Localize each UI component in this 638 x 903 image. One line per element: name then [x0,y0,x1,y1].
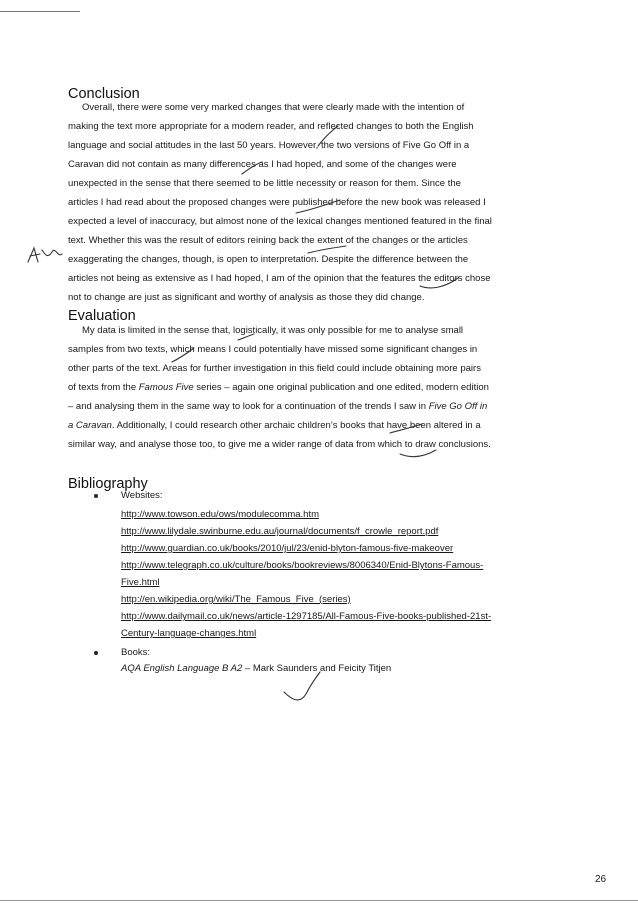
books-label: Books: [121,647,151,658]
evaluation-line: – and analysing them in the same way to look for a continuation of the trends I saw in Five Go Off in [68,401,488,412]
evaluation-heading: Evaluation [68,308,136,324]
conclusion-line: language and social attitudes in the last 50 years. However, the two versions of Five Go Off in a [68,140,470,151]
website-link[interactable]: http://www.dailymail.co.uk/news/article-1297185/All-Famous-Five-books-published-21st- [121,611,492,622]
bottom-rule [0,900,638,901]
bibliography-heading: Bibliography [68,476,148,492]
website-link[interactable]: http://www.lilydale.swinburne.edu.au/journal/documents/f_crowle_report.pdf [121,526,439,537]
website-link[interactable]: Five.html [121,577,160,588]
correction-mark [296,200,340,213]
evaluation-line: other parts of the text. Areas for further investigation in this field could include obtaining more pairs [68,363,481,374]
conclusion-line: not to change are just as significant and worthy of analysis as those they did change. [68,292,425,303]
evaluation-line: a Caravan. Additionally, I could research other archaic children’s books that have been altered in a [68,420,481,431]
correction-mark [238,334,254,340]
conclusion-line: text. Whether this was the result of editors reining back the extent of the changes or the articles [68,235,468,246]
website-link[interactable]: http://en.wikipedia.org/wiki/The_Famous_Five_(series) [121,594,351,605]
conclusion-line: expected a level of inaccuracy, but almost none of the lexical changes mentioned featured in the final [68,216,492,227]
book-title: AQA English Language B A2 [121,663,243,674]
evaluation-line: samples from two texts, which means I could potentially have missed some significant changes in [68,344,478,355]
evaluation-line: of texts from the Famous Five series – again one original publication and one edited, modern edition [68,382,489,393]
evaluation-line: similar way, and analyse those too, to give me a wider range of data from which to draw conclusions. [68,439,491,450]
conclusion-line: unexpected in the sense that there seemed to be little necessity or reason for them. Since the [68,178,461,189]
correction-mark [390,424,422,433]
conclusion-line: Caravan did not contain as many differences as I had hoped, and some of the changes were [68,159,457,170]
website-link[interactable]: http://www.telegraph.co.uk/culture/books/bookreviews/8006340/Enid-Blytons-Famous- [121,560,484,571]
tick-mark [400,450,436,457]
correction-mark [242,162,262,174]
conclusion-line: Overall, there were some very marked changes that were clearly made with the intention of [82,102,465,113]
conclusion-line: exaggerating the changes, though, is open to interpretation. Despite the difference between the [68,254,469,265]
book-authors: – Mark Saunders and Feicity Titjen [242,663,392,674]
website-link[interactable]: http://www.guardian.co.uk/books/2010/jul/23/enid-blyton-famous-five-makeover [121,543,454,554]
correction-mark [308,246,346,253]
conclusion-heading: Conclusion [68,86,140,102]
margin-annotation-mark [42,250,62,256]
page-number: 26 [595,874,607,885]
conclusion-line: making the text more appropriate for a modern reader, and reflected changes to both the English [68,121,474,132]
conclusion-line: articles not being as extensive as I had hoped, I am of the opinion that the features the editors chose [68,273,491,284]
correction-mark [172,348,194,362]
websites-label: Websites: [121,490,163,501]
tick-mark [420,278,458,288]
conclusion-line: articles I had read about the proposed changes were published before the new book was released I [68,197,486,208]
website-link[interactable]: http://www.towson.edu/ows/modulecomma.htm [121,509,320,520]
website-link[interactable]: Century-language-changes.html [121,628,257,639]
correction-mark [318,126,338,146]
evaluation-line: My data is limited in the sense that, logistically, it was only possible for me to analyse small [82,325,464,336]
tick-mark [284,672,320,700]
